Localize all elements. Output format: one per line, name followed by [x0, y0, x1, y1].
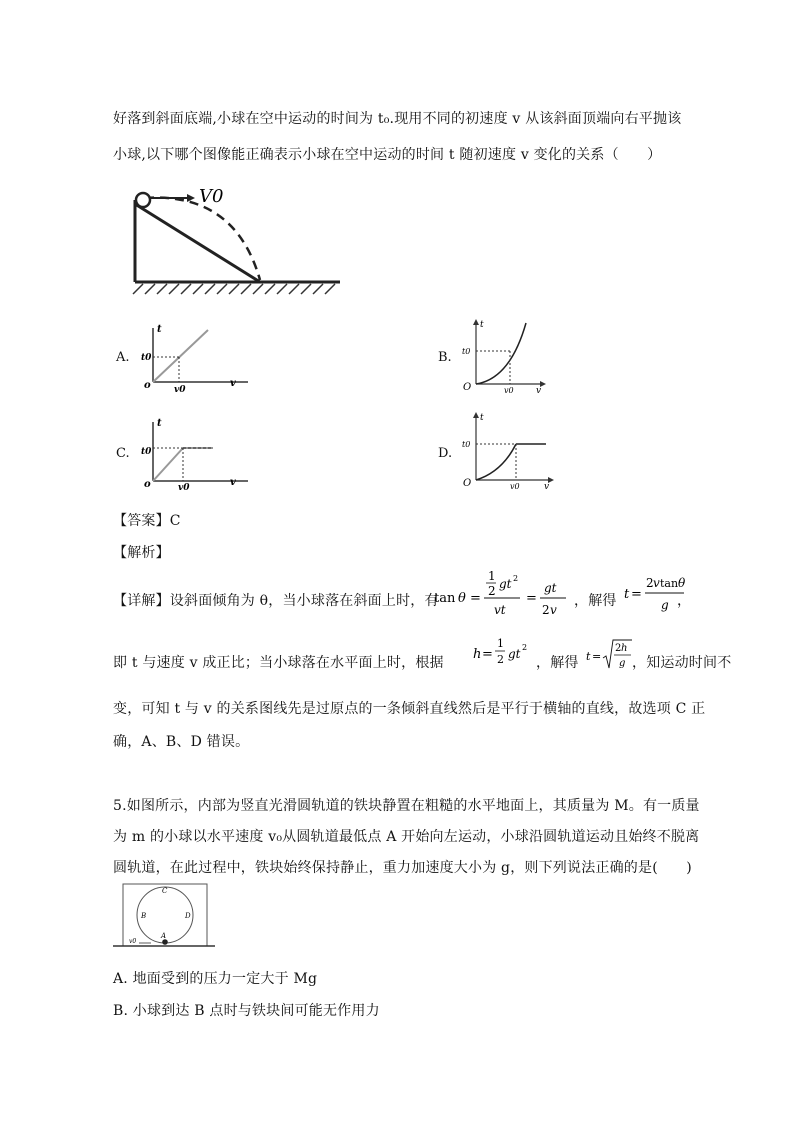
detail-line3: 变，可知 t 与 v 的关系图线先是过原点的一条倾斜直线然后是平行于横轴的直线，故选项 C 正	[113, 701, 706, 717]
detail-line2-end: ，知运动时间不	[632, 655, 732, 671]
detail-line1-pre: 【详解】设斜面倾角为 θ，当小球落在斜面上时，有	[113, 593, 439, 609]
svg-text:t0: t0	[462, 440, 471, 449]
svg-text:gt: gt	[499, 577, 512, 591]
svg-text:O: O	[463, 382, 472, 393]
svg-text:D: D	[185, 912, 191, 920]
q5-option-b: B. 小球到达 B 点时与铁块间可能无作用力	[113, 1003, 380, 1019]
q5-option-a: A. 地面受到的压力一定大于 Mg	[113, 971, 318, 987]
v0-label: V0	[199, 186, 224, 207]
circle-track-figure	[113, 882, 215, 950]
detail-line2-pre: 即 t 与速度 v 成正比；当小球落在水平面上时，根据	[113, 655, 444, 671]
svg-text:v0: v0	[178, 483, 190, 493]
svg-text:=: =	[470, 591, 481, 606]
svg-text:t0: t0	[141, 353, 152, 363]
svg-text:v0: v0	[174, 385, 186, 395]
svg-text:=: =	[482, 647, 493, 662]
svg-text:v0: v0	[510, 482, 520, 491]
svg-text:h: h	[621, 643, 628, 654]
answer: 【答案】C	[113, 513, 181, 529]
svg-text:t: t	[586, 650, 591, 663]
svg-text:t: t	[480, 413, 484, 423]
svg-text:t: t	[624, 587, 630, 602]
option-b-graph	[460, 315, 550, 395]
svg-text:1: 1	[488, 569, 496, 583]
svg-text:v: v	[550, 603, 557, 617]
svg-text:v0: v0	[504, 386, 514, 395]
detail-line4: 确，A、B、D 错误。	[113, 734, 250, 750]
svg-text:1: 1	[497, 637, 504, 650]
svg-text:2: 2	[497, 653, 504, 666]
option-a-letter: A.	[116, 350, 130, 365]
svg-text:o: o	[144, 380, 151, 391]
svg-text:t: t	[480, 320, 484, 330]
svg-text:v: v	[544, 482, 550, 492]
option-c-letter: C.	[116, 446, 130, 461]
formula-tan-theta	[434, 568, 574, 624]
option-d-graph	[460, 408, 560, 494]
svg-text:g: g	[619, 658, 626, 669]
svg-text:tan: tan	[434, 591, 456, 606]
analysis-heading: 【解析】	[113, 545, 170, 561]
svg-text:=: =	[592, 650, 602, 663]
svg-text:2: 2	[522, 643, 528, 652]
svg-text:B: B	[141, 912, 147, 920]
q5-text-line1: 5.如图所示，内部为竖直光滑圆轨道的铁块静置在粗糙的水平地面上，其质量为 M。有一质量	[113, 798, 700, 814]
q4-text-line2: 小球,以下哪个图像能正确表示小球在空中运动的时间 t 随初速度 v 变化的关系（ ）	[113, 147, 662, 163]
svg-text:g: g	[661, 598, 669, 612]
svg-text:A: A	[161, 932, 167, 940]
formula-t-solution1	[624, 570, 684, 618]
detail-line1-end: ，	[677, 593, 692, 609]
svg-text:2: 2	[646, 576, 654, 590]
svg-text:θ: θ	[458, 591, 466, 606]
svg-text:t: t	[157, 418, 162, 429]
formula-h	[473, 636, 537, 676]
svg-text:t0: t0	[141, 447, 152, 457]
incline-figure	[125, 182, 345, 300]
option-b-letter: B.	[438, 350, 452, 365]
q4-text-line1: 好落到斜面底端,小球在空中运动的时间为 t₀.现用不同的初速度 v 从该斜面顶端向右平抛该	[113, 111, 682, 127]
svg-text:2: 2	[513, 574, 519, 583]
q5-text-line2: 为 m 的小球以水平速度 v₀从圆轨道最低点 A 开始向左运动，小球沿圆轨道运动且始终不脱离	[113, 829, 700, 845]
svg-text:o: o	[144, 479, 151, 490]
svg-text:t: t	[157, 324, 162, 335]
svg-text:v: v	[653, 576, 660, 590]
svg-text:2: 2	[542, 603, 550, 617]
svg-text:2: 2	[615, 643, 622, 654]
q5-text-line3: 圆轨道，在此过程中，铁块始终保持静止，重力加速度大小为 g，则下列说法正确的是( )	[113, 860, 692, 876]
svg-text:v: v	[536, 386, 542, 396]
formula-sqrt	[586, 634, 636, 680]
svg-text:v0: v0	[129, 938, 137, 945]
option-a-graph	[138, 320, 254, 395]
svg-text:O: O	[463, 478, 472, 489]
svg-text:=: =	[526, 591, 537, 606]
svg-text:v: v	[230, 378, 236, 389]
svg-text:=: =	[631, 587, 642, 602]
svg-text:h: h	[473, 647, 482, 662]
svg-text:v: v	[230, 477, 236, 488]
option-c-graph	[138, 412, 254, 492]
svg-text:2: 2	[488, 584, 496, 598]
detail-line2-mid: ，解得	[536, 655, 579, 671]
svg-text:gt: gt	[544, 581, 557, 595]
detail-line1-mid: ，解得	[574, 593, 617, 609]
svg-text:gt: gt	[508, 647, 521, 661]
svg-text:θ: θ	[678, 576, 686, 590]
svg-text:tan: tan	[660, 577, 679, 590]
svg-text:C: C	[162, 887, 168, 895]
svg-text:t0: t0	[462, 347, 471, 356]
option-d-letter: D.	[438, 446, 453, 461]
svg-text:vt: vt	[494, 603, 506, 617]
